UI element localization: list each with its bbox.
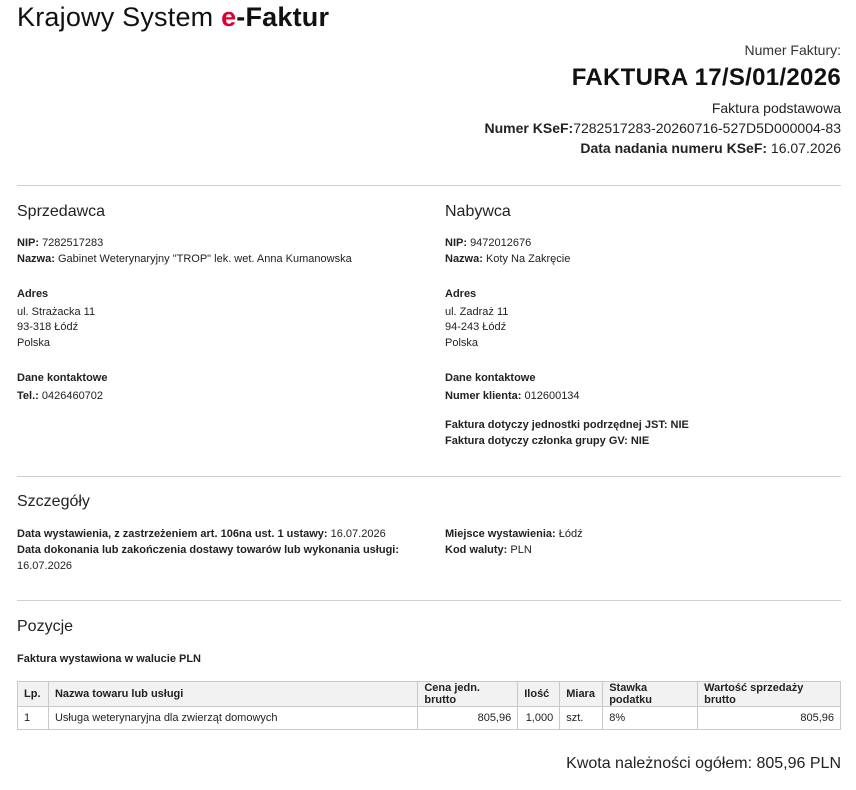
buyer-contact-title-text: Dane kontaktowe bbox=[445, 372, 536, 384]
buyer-nip-value: 9472012676 bbox=[470, 237, 532, 249]
ksef-date-label: Data nadania numeru KSeF: bbox=[580, 140, 768, 156]
buyer-client-number bbox=[445, 388, 580, 404]
invoice-number: FAKTURA 17/S/01/2026 bbox=[571, 64, 841, 91]
table-cell: 805,96 bbox=[418, 707, 518, 730]
ksef-number-label: Numer KSeF: bbox=[484, 120, 574, 136]
seller-contact-title-text: Dane kontaktowe bbox=[17, 372, 108, 384]
seller-address-title-text: Adres bbox=[17, 288, 49, 300]
seller-phone-value: 0426460702 bbox=[41, 390, 104, 402]
logo-faktur: -Faktur bbox=[236, 2, 330, 32]
app-logo bbox=[17, 2, 329, 33]
column-header: Miara bbox=[560, 682, 603, 707]
seller-address-title bbox=[17, 286, 48, 302]
buyer-gv-text: Faktura dotyczy członka grupy GV: NIE bbox=[445, 435, 650, 447]
buyer-address-line: ul. Zadraż 11 bbox=[445, 306, 509, 318]
ksef-number bbox=[485, 120, 841, 136]
issue-place bbox=[445, 526, 583, 542]
positions-title: Pozycje bbox=[17, 618, 74, 635]
buyer-client-label: Numer klienta: bbox=[445, 390, 522, 402]
ksef-date bbox=[485, 140, 841, 156]
divider bbox=[17, 185, 841, 186]
buyer-nip bbox=[445, 235, 531, 251]
delivery-date bbox=[17, 542, 407, 574]
total-label: Kwota należności ogółem: bbox=[566, 755, 753, 772]
buyer-jst-text: Faktura dotyczy jednostki podrzędnej JST: NIE bbox=[445, 419, 689, 431]
positions-note bbox=[17, 651, 201, 667]
seller-nip-value: 7282517283 bbox=[42, 237, 104, 249]
buyer-title: Nabywca bbox=[445, 203, 511, 220]
buyer-name bbox=[445, 251, 570, 267]
invoice-number-label: Numer Faktury: bbox=[744, 42, 841, 58]
invoice-header bbox=[485, 42, 841, 156]
delivery-date-value: 16.07.2026 bbox=[17, 560, 73, 572]
issue-date-value: 16.07.2026 bbox=[330, 528, 386, 540]
table-header-row bbox=[18, 682, 841, 707]
seller-name-label: Nazwa: bbox=[17, 253, 55, 265]
buyer-gv bbox=[445, 433, 649, 449]
currency-code-label: Kod waluty: bbox=[445, 544, 508, 556]
buyer-contact-title bbox=[445, 370, 535, 386]
seller-address-line: ul. Strażacka 11 bbox=[17, 306, 96, 318]
seller-phone bbox=[17, 388, 103, 404]
table-cell: Usługa weterynaryjna dla zwierząt domowych bbox=[48, 707, 417, 730]
buyer-nip-label: NIP: bbox=[445, 237, 467, 249]
delivery-date-label: Data dokonania lub zakończenia dostawy towarów lub wykonania usługi: bbox=[17, 544, 400, 556]
column-header: Lp. bbox=[18, 682, 49, 707]
column-header: Cena jedn. brutto bbox=[418, 682, 518, 707]
seller-title: Sprzedawca bbox=[17, 203, 106, 220]
total-value: 805,96 PLN bbox=[756, 755, 841, 772]
table-cell: 8% bbox=[603, 707, 698, 730]
logo-text: Krajowy System bbox=[17, 2, 222, 32]
issue-date-label: Data wystawienia, z zastrzeżeniem art. 106na ust. 1 ustawy: bbox=[17, 528, 328, 540]
table-cell: 805,96 bbox=[698, 707, 841, 730]
table-cell: 1 bbox=[18, 707, 49, 730]
buyer-address-line: Polska bbox=[445, 337, 479, 349]
seller-contact-title bbox=[17, 370, 107, 386]
seller-nip bbox=[17, 235, 103, 251]
buyer-address-title bbox=[445, 286, 476, 302]
seller-nip-label: NIP: bbox=[17, 237, 39, 249]
column-header: Stawka podatku bbox=[603, 682, 698, 707]
seller-address-line: Polska bbox=[17, 337, 51, 349]
table-cell: 1,000 bbox=[518, 707, 560, 730]
column-header: Wartość sprzedaży brutto bbox=[698, 682, 841, 707]
divider bbox=[17, 476, 841, 477]
buyer-client-value: 012600134 bbox=[524, 390, 580, 402]
logo-e: e bbox=[221, 2, 237, 32]
currency-code-value: PLN bbox=[510, 544, 532, 556]
invoice-type: Faktura podstawowa bbox=[711, 100, 841, 116]
table-cell: szt. bbox=[560, 707, 603, 730]
positions-table bbox=[17, 681, 841, 730]
seller-phone-label: Tel.: bbox=[17, 390, 39, 402]
table-row bbox=[18, 707, 841, 730]
ksef-number-value: 7282517283-20260716-527D5D000004-83 bbox=[573, 120, 841, 136]
buyer-address-title-text: Adres bbox=[445, 288, 477, 300]
divider bbox=[17, 600, 841, 601]
buyer-name-value: Koty Na Zakręcie bbox=[485, 253, 571, 265]
details-title: Szczegóły bbox=[17, 493, 90, 510]
column-header: Nazwa towaru lub usługi bbox=[48, 682, 417, 707]
seller-name bbox=[17, 251, 352, 267]
column-header: Ilość bbox=[518, 682, 560, 707]
currency-code bbox=[445, 542, 532, 558]
seller-name-value: Gabinet Weterynaryjny "TROP" lek. wet. Anna Kumanowska bbox=[57, 253, 352, 265]
total-due bbox=[566, 755, 841, 773]
issue-place-value: Łódź bbox=[558, 528, 583, 540]
buyer-address-line: 94-243 Łódź bbox=[445, 321, 507, 333]
issue-date bbox=[17, 526, 386, 542]
issue-place-label: Miejsce wystawienia: bbox=[445, 528, 556, 540]
seller-address-line: 93-318 Łódź bbox=[17, 321, 79, 333]
buyer-name-label: Nazwa: bbox=[445, 253, 483, 265]
positions-note-text: Faktura wystawiona w walucie PLN bbox=[17, 653, 201, 665]
ksef-date-value: 16.07.2026 bbox=[770, 140, 841, 156]
buyer-jst bbox=[445, 417, 689, 433]
